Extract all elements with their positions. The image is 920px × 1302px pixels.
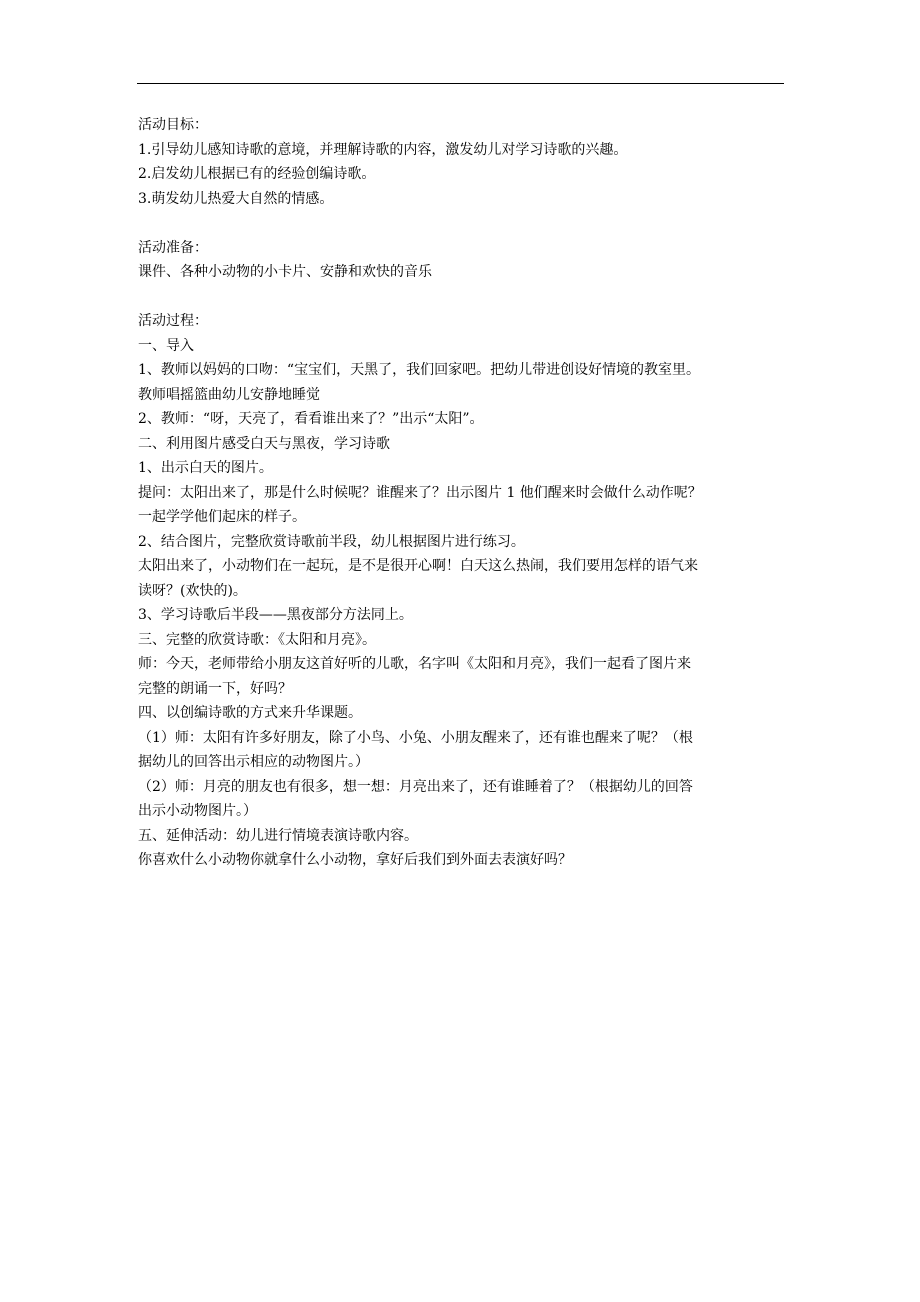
process-line: 1、出示白天的图片。 [138, 460, 273, 476]
process-line: 一起学学他们起床的样子。 [138, 509, 306, 525]
paragraph-gap [138, 211, 788, 236]
section-process [138, 309, 788, 873]
section-heading: 活动准备： [138, 239, 208, 256]
process-line: 据幼儿的回答出示相应的动物图片。） [138, 754, 369, 770]
goal-line: 2.启发幼儿根据已有的经验创编诗歌。 [138, 166, 376, 182]
header-rule [137, 83, 784, 84]
process-line: 你喜欢什么小动物你就拿什么小动物，拿好后我们到外面去表演好吗？ [138, 852, 572, 868]
process-line: 提问：太阳出来了，那是什么时候呢？谁醒来了？出示图片 1 他们醒来时会做什么动作呢？ [138, 484, 702, 501]
section-preparation [138, 236, 788, 285]
process-line: 二、利用图片感受白天与黑夜，学习诗歌 [138, 435, 390, 452]
section-heading: 活动目标： [138, 117, 208, 133]
document-body [138, 113, 788, 873]
process-line: 太阳出来了，小动物们在一起玩，是不是很开心啊！白天这么热闹，我们要用怎样的语气来 [138, 558, 698, 574]
process-line: 教师唱摇篮曲幼儿安静地睡觉 [138, 386, 320, 403]
process-line: 完整的朗诵一下，好吗？ [138, 680, 292, 697]
section-goals [138, 113, 788, 211]
goal-line: 1.引导幼儿感知诗歌的意境，并理解诗歌的内容，激发幼儿对学习诗歌的兴趣。 [138, 141, 628, 158]
process-line: 读呀？(欢快的)。 [138, 582, 247, 599]
paragraph-gap [138, 285, 788, 310]
process-line: 出示小动物图片。） [138, 803, 257, 819]
process-line: 1、教师以妈妈的口吻：“宝宝们，天黑了，我们回家吧。把幼儿带进创设好情境的教室里。 [138, 362, 701, 378]
process-line: 四、以创编诗歌的方式来升华课题。 [138, 705, 362, 721]
section-heading: 活动过程： [138, 313, 208, 329]
process-line: （2）师：月亮的朋友也有很多，想一想：月亮出来了，还有谁睡着了？（根据幼儿的回答 [138, 778, 693, 795]
process-line: 师：今天，老师带给小朋友这首好听的儿歌，名字叫《太阳和月亮》，我们一起看了图片来 [138, 656, 691, 672]
process-line: 一、导入 [138, 337, 194, 354]
process-line: 五、延伸活动：幼儿进行情境表演诗歌内容。 [138, 827, 418, 844]
goal-line: 3.萌发幼儿热爱大自然的情感。 [138, 190, 334, 207]
process-line: 三、完整的欣赏诗歌：《太阳和月亮》。 [138, 631, 376, 648]
preparation-line: 课件、各种小动物的小卡片、安静和欢快的音乐 [138, 264, 432, 280]
process-line: （1）师：太阳有许多好朋友，除了小鸟、小兔、小朋友醒来了，还有谁也醒来了呢？（根 [138, 729, 693, 746]
process-line: 3、学习诗歌后半段——黑夜部分方法同上。 [138, 607, 413, 623]
process-line: 2、教师：“呀，天亮了，看看谁出来了？”出示“太阳”。 [138, 411, 484, 427]
process-line: 2、结合图片，完整欣赏诗歌前半段，幼儿根据图片进行练习。 [138, 533, 525, 550]
